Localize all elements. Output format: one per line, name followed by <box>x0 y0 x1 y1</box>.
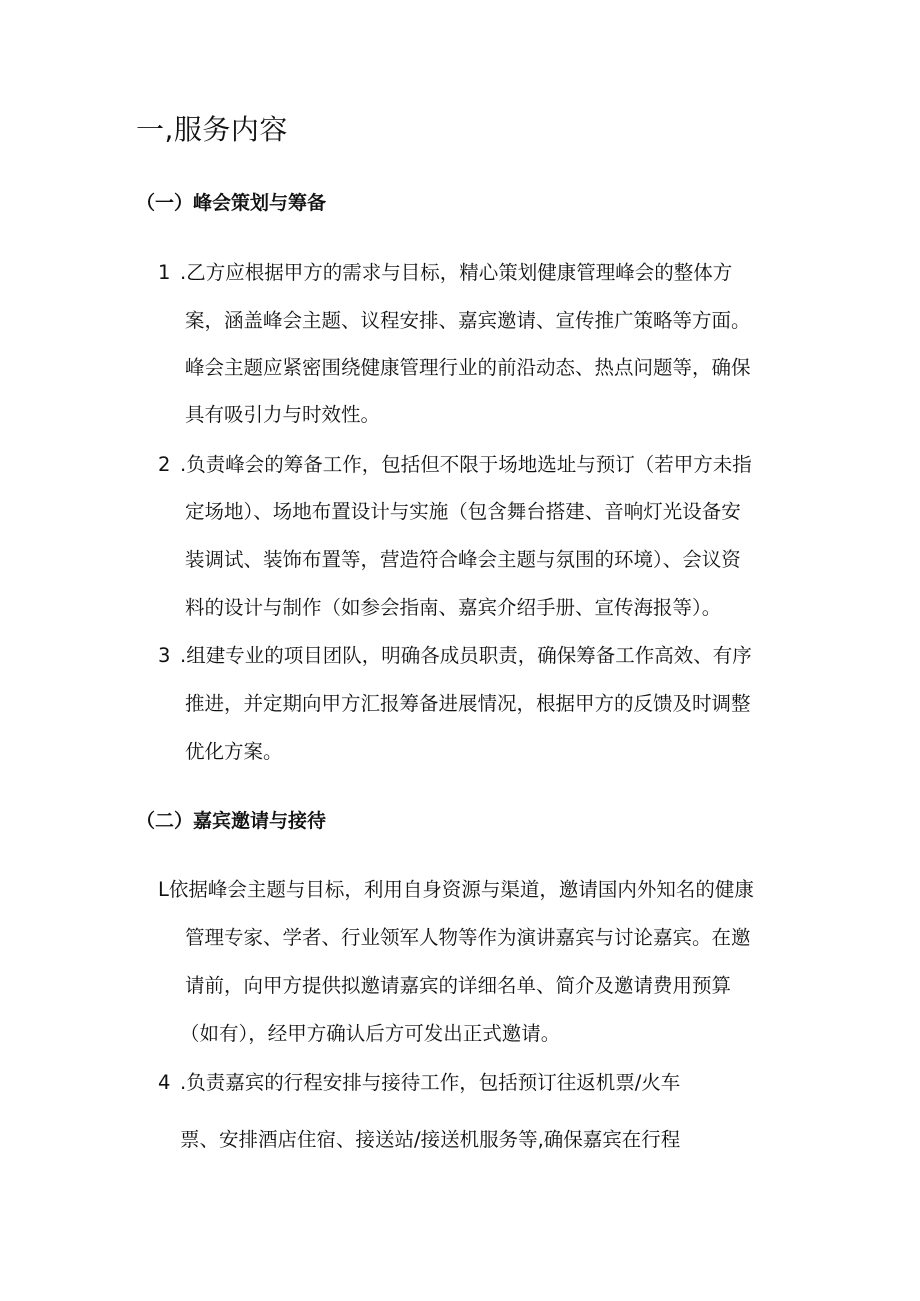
item-number: 3 <box>158 644 171 667</box>
paragraph-line: 优化方案。 <box>185 740 283 763</box>
paragraph-line: （如有），经甲方确认后方可发出正式邀请。 <box>180 1022 561 1045</box>
paragraph-line: 案，涵盖峰会主题、议程安排、嘉宾邀请、宣传推广策略等方面。 <box>185 309 751 332</box>
page-title: 一,服务内容 <box>136 113 288 146</box>
section-title-2: （二）嘉宾邀请与接待 <box>136 810 327 832</box>
paragraph-line: 请前，向甲方提供拟邀请嘉宾的详细名单、简介及邀请费用预算 <box>185 974 732 997</box>
paragraph-line: 具有吸引力与时效性。 <box>185 403 381 426</box>
item-number: 2 <box>158 453 171 476</box>
paragraph-line: 料的设计与制作（如参会指南、嘉宾介绍手册、宣传海报等）。 <box>185 596 722 619</box>
paragraph-line: .负责峰会的筹备工作，包括但不限于场地选址与预订（若甲方未指 <box>180 453 752 476</box>
paragraph-line: L依据峰会主题与目标，利用自身资源与渠道，邀请国内外知名的健康 <box>158 878 754 901</box>
paragraph-line: 定场地）、场地布置设计与实施（包含舞台搭建、音响灯光设备安 <box>185 500 741 523</box>
paragraph-line: 装调试、装饰布置等，营造符合峰会主题与氛围的环境）、会议资 <box>185 548 741 571</box>
paragraph-line: .组建专业的项目团队，明确各成员职责，确保筹备工作高效、有序 <box>180 644 752 667</box>
section-title-1: （一）峰会策划与筹备 <box>136 192 327 214</box>
paragraph-line: 管理专家、学者、行业领军人物等作为演讲嘉宾与讨论嘉宾。在邀 <box>185 926 751 949</box>
paragraph-line: 票、安排酒店住宿、接送站/接送机服务等,确保嘉宾在行程 <box>180 1128 681 1151</box>
paragraph-line: .乙方应根据甲方的需求与目标，精心策划健康管理峰会的整体方 <box>180 261 733 284</box>
item-number: 4 <box>158 1071 171 1094</box>
item-number: 1 <box>158 261 171 284</box>
paragraph-line: .负责嘉宾的行程安排与接待工作，包括预订往返机票/火车 <box>180 1071 681 1094</box>
paragraph-line: 峰会主题应紧密围绕健康管理行业的前沿动态、热点问题等，确保 <box>185 356 751 379</box>
paragraph-line: 推进，并定期向甲方汇报筹备进展情况，根据甲方的反馈及时调整 <box>185 692 751 715</box>
